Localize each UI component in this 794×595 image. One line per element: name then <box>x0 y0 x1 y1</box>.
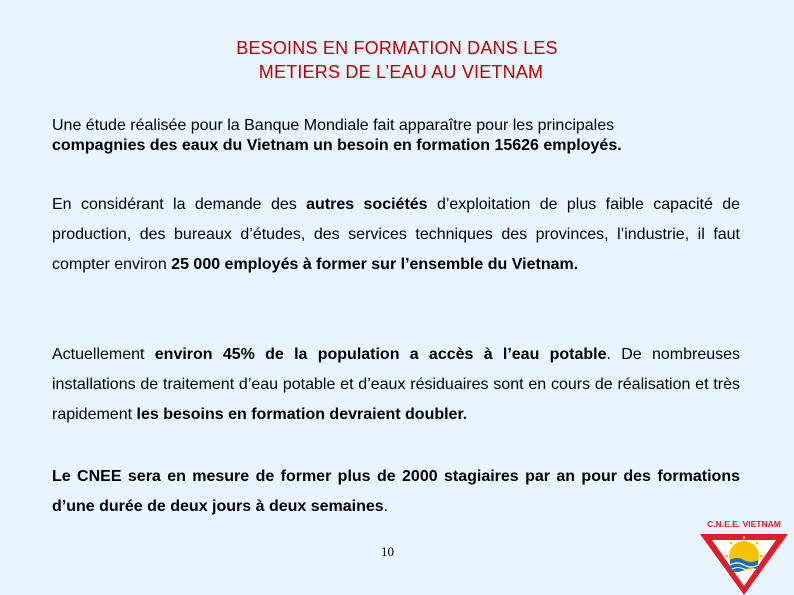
p3-bold-d: les besoins en formation devraient doubler. <box>136 406 468 423</box>
p3-text-a: Actuellement <box>52 346 155 363</box>
paragraph-water-access <box>52 340 740 430</box>
page-title <box>0 36 794 84</box>
p3-text-c: . De nombreuses installations de traitement d’eau potable et d’eaux résiduaires sont en cours de réalisation et très rapidement <box>52 346 741 423</box>
p2-text-a: En considérant la demande des <box>52 196 307 213</box>
paragraph-study <box>52 116 740 156</box>
p4-text: . <box>383 498 389 515</box>
paragraph-cnee <box>52 462 740 522</box>
p2-bold-d: 25 000 employés à former sur l’ensemble du Vietnam. <box>171 256 579 273</box>
p1-text: Une étude réalisée pour la Banque Mondiale fait apparaître pour les principales <box>52 117 615 134</box>
title-line-1: BESOINS EN FORMATION DANS LES <box>236 38 558 58</box>
svg-text:C.N.E.E. VIETNAM: C.N.E.E. VIETNAM <box>707 519 781 529</box>
page-number: 10 <box>381 544 394 559</box>
p1-bold: compagnies des eaux du Vietnam un besoin en formation 15626 employés. <box>52 137 622 154</box>
p2-text-c: d’exploitation de plus faible capacité de production, des bureaux d’études, des services techniques des provinces, l’industrie, il faut compter environ <box>52 196 741 273</box>
p2-bold-b: autres sociétés <box>306 196 428 213</box>
paragraph-other-companies <box>52 190 740 280</box>
cnee-logo <box>694 518 794 595</box>
title-line-2: METIERS DE L’EAU AU VIETNAM <box>258 62 544 82</box>
p4-bold: Le CNEE sera en mesure de former plus de 2000 stagiaires par an pour des formations d’une durée de deux jours à deux semaines <box>52 468 740 515</box>
p3-bold-b: environ 45% de la population a accès à l’eau potable <box>154 346 607 363</box>
